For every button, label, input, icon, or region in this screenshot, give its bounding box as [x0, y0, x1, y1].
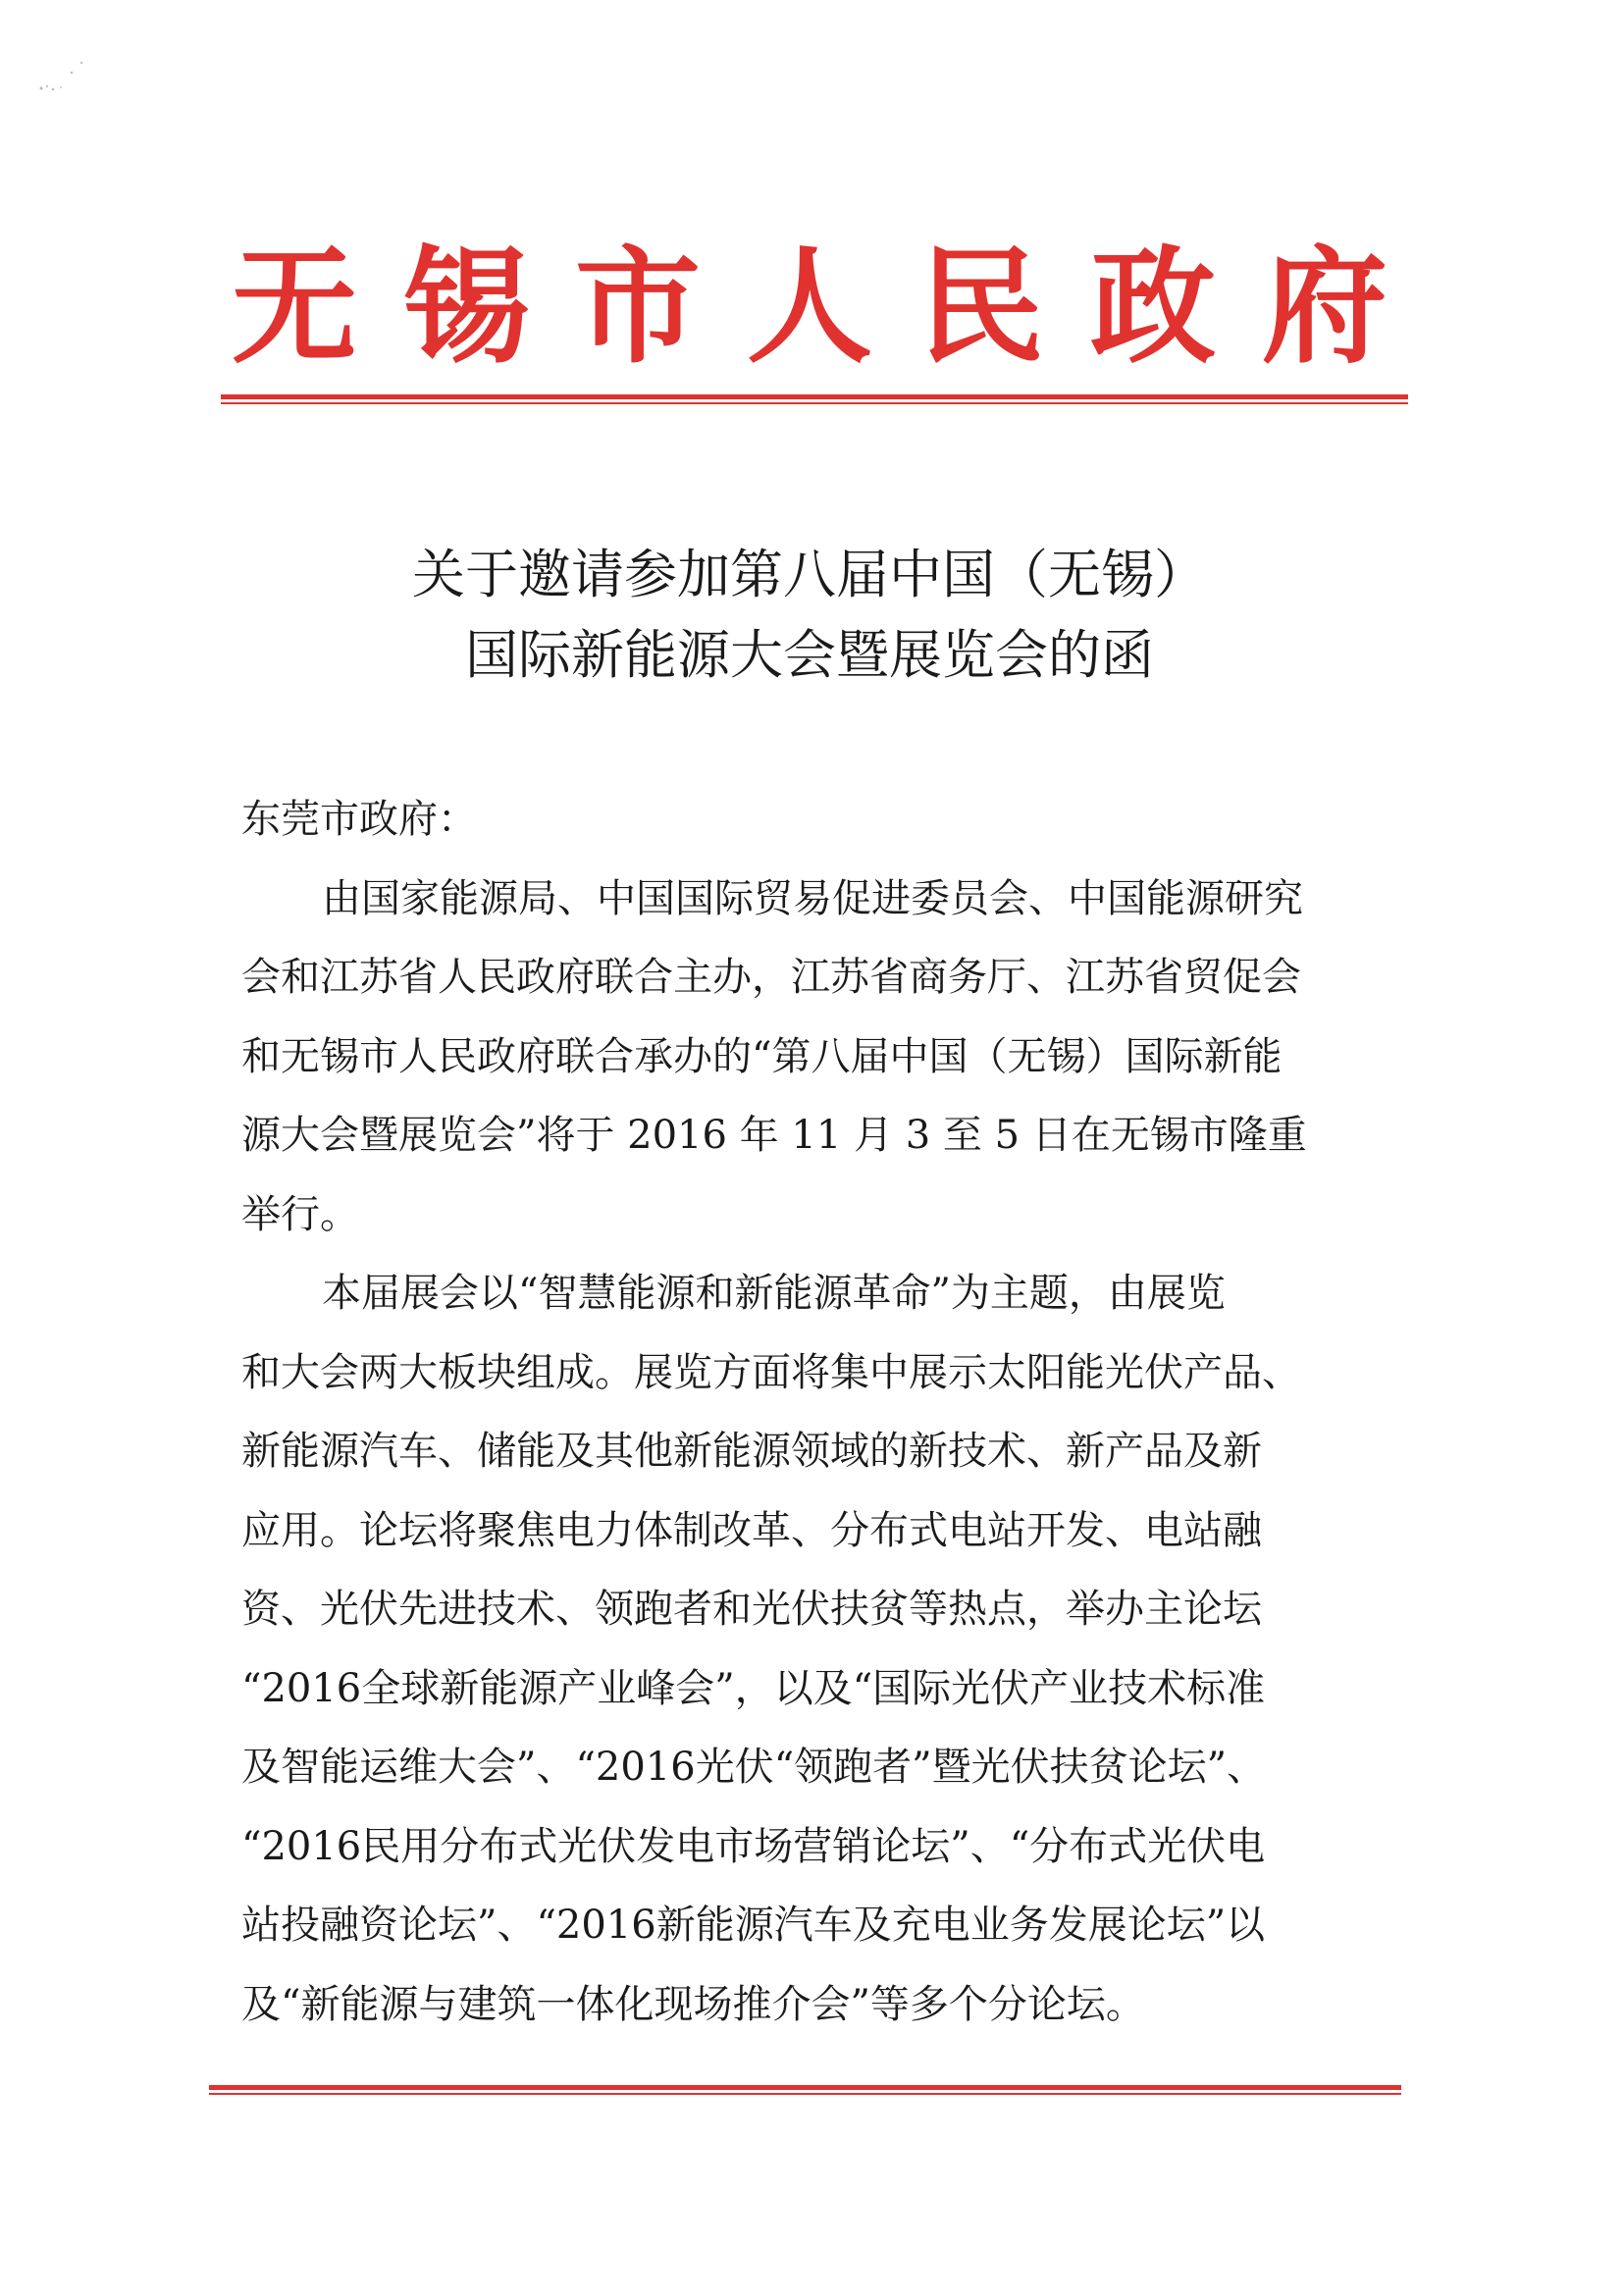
paragraph-line: 站投融资论坛”、“2016新能源汽车及充电业务发展论坛”以 — [241, 1903, 1266, 1948]
masthead-char: 人 — [746, 234, 872, 381]
scan-speck-mark — [27, 59, 86, 98]
title-line: 国际新能源大会暨展览会的函 — [465, 624, 1154, 686]
paragraph-line: 资、光伏先进技术、领跑者和光伏扶贫等热点，举办主论坛 — [241, 1587, 1262, 1632]
paragraph-line: 应用。论坛将聚焦电力体制改革、分布式电站开发、电站融 — [241, 1507, 1262, 1553]
red-footer-rule — [209, 2085, 1401, 2095]
paragraph-line: “2016全球新能源产业峰会”，以及“国际光伏产业技术标准 — [241, 1665, 1266, 1711]
masthead-org-name — [221, 224, 1398, 391]
paragraph-line: 本届展会以“智慧能源和新能源革命”为主题，由展览 — [322, 1271, 1226, 1316]
paragraph-line: 和无锡市人民政府联合承办的“第八届中国（无锡）国际新能 — [241, 1033, 1283, 1079]
masthead-char: 政 — [1089, 234, 1216, 381]
masthead-char: 锡 — [402, 234, 529, 381]
letter-body — [241, 780, 1389, 2044]
salutation: 东莞市政府： — [241, 797, 477, 842]
paragraph-line: 源大会暨展览会”将于 2016 年 11 月 3 至 5 日在无锡市隆重 — [241, 1113, 1307, 1158]
masthead-char: 民 — [917, 234, 1044, 381]
masthead-char: 府 — [1261, 234, 1387, 381]
paragraph-line: 及智能运维大会”、“2016光伏“领跑者”暨光伏扶贫论坛”、 — [241, 1745, 1267, 1790]
paragraph-line: 由国家能源局、中国国际贸易促进委员会、中国能源研究 — [322, 875, 1303, 921]
paragraph-line: 举行。 — [241, 1191, 359, 1237]
paragraph-line: “2016民用分布式光伏发电市场营销论坛”、“分布式光伏电 — [241, 1823, 1266, 1869]
paragraph-line: 会和江苏省人民政府联合主办，江苏省商务厅、江苏省贸促会 — [241, 955, 1301, 1000]
paragraph-line: 及“新能源与建筑一体化现场推介会”等多个分论坛。 — [241, 1981, 1145, 2027]
paragraph-line: 和大会两大板块组成。展览方面将集中展示太阳能光伏产品、 — [241, 1349, 1301, 1395]
title-line: 关于邀请参加第八届中国（无锡） — [412, 544, 1207, 605]
red-header-rule — [221, 394, 1408, 404]
paragraph-line: 新能源汽车、储能及其他新能源领域的新技术、新产品及新 — [241, 1429, 1262, 1474]
document-title — [255, 535, 1364, 696]
masthead-char: 市 — [574, 234, 701, 381]
masthead-char: 无 — [231, 234, 357, 381]
